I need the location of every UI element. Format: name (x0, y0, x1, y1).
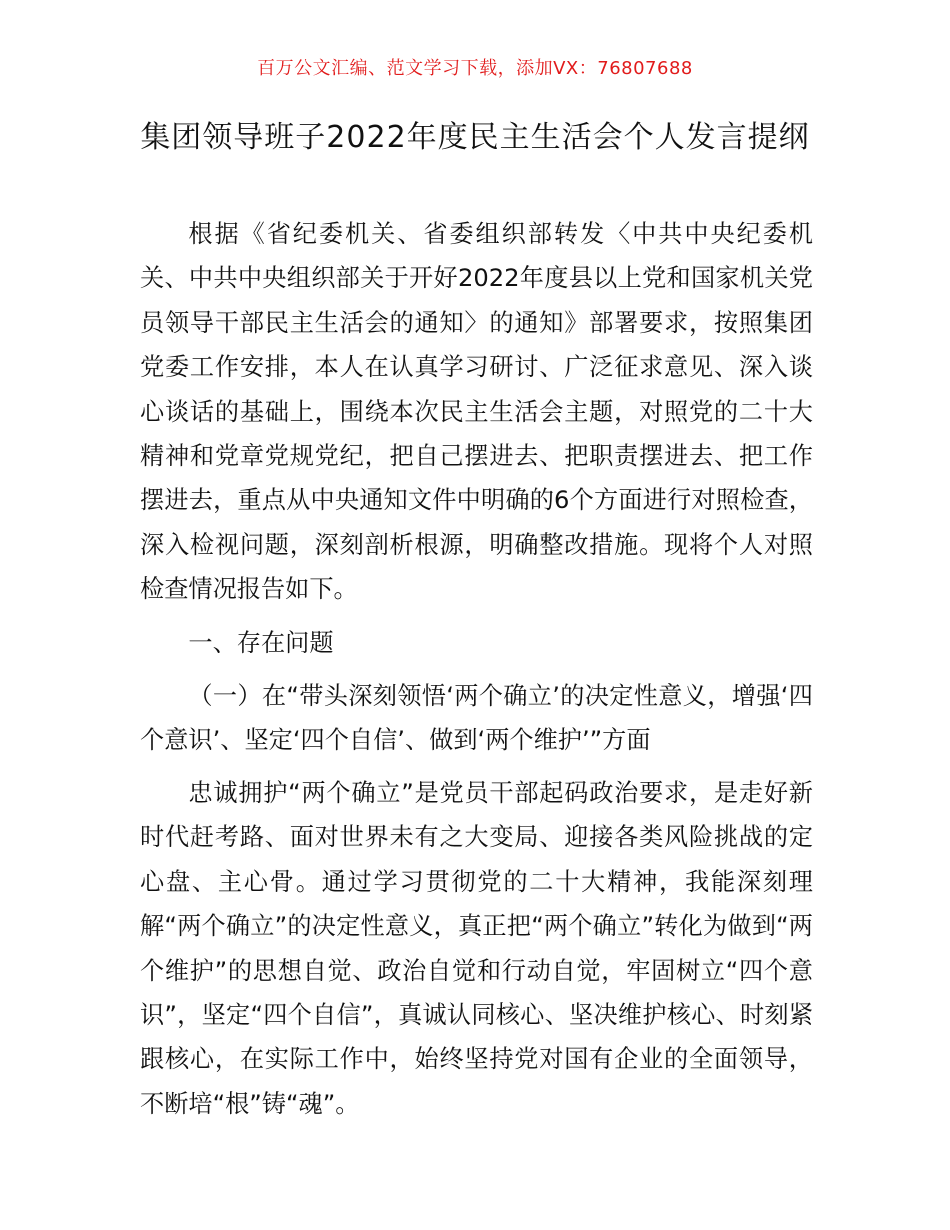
watermark-banner: 百万公文汇编、范文学习下载，添加VX：76807688 (257, 58, 693, 79)
intro-paragraph: 根据《省纪委机关、省委组织部转发〈中共中央纪委机关、中共中央组织部关于开好2022年度县以上党和国家机关党员领导干部民主生活会的通知〉的通知》部署要求，按照集团党委工作安排，本人在认真学习研讨、广泛征求意见、深入谈心谈话的基础上，围绕本次民主生活会主题，对照党的二十大精神和党章党规党纪，把自己摆进去、把职责摆进去、把工作摆进去，重点从中央通知文件中明确的6个方面进行对照检查，深入检视问题，深刻剖析根源，明确整改措施。现将个人对照检查情况报告如下。 (140, 220, 813, 604)
subsection-heading: （一）在“带头深刻领悟‘两个确立’的决定性意义，增强‘四个意识’、坚定‘四个自信’、做到‘两个维护’”方面 (140, 682, 813, 755)
section-heading: 一、存在问题 (188, 628, 334, 657)
document-title: 集团领导班子2022年度民主生活会个人发言提纲 (140, 120, 810, 155)
document-body (140, 212, 813, 1126)
body-paragraph: 忠诚拥护“两个确立”是党员干部起码政治要求，是走好新时代赶考路、面对世界未有之大变局、迎接各类风险挑战的定心盘、主心骨。通过学习贯彻党的二十大精神，我能深刻理解“两个确立”的决定性意义，真正把“两个确立”转化为做到“两个维护”的思想自觉、政治自觉和行动自觉，牢固树立“四个意识”，坚定“四个自信”，真诚认同核心、坚决维护核心、时刻紧跟核心，在实际工作中，始终坚持党对国有企业的全面领导，不断培“根”铸“魂”。 (140, 778, 813, 1118)
